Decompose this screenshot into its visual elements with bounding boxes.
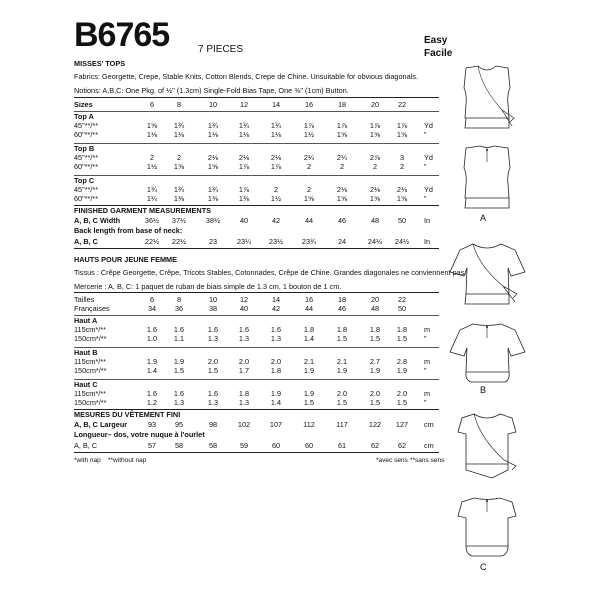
row-label: A, B, C xyxy=(74,237,98,246)
unit: cm xyxy=(424,441,434,450)
cell-value: 2.0 xyxy=(270,357,282,366)
cell-value: 2 xyxy=(149,153,155,162)
cell-value: 50 xyxy=(397,304,407,313)
cell-value: 36 xyxy=(174,304,184,313)
cell-value: 1⅞ xyxy=(238,185,250,194)
cell-value: 1.4 xyxy=(146,366,158,375)
cell-value: 18 xyxy=(337,100,347,109)
footnote-with-nap: *with nap xyxy=(74,457,101,464)
unit: " xyxy=(424,366,427,375)
row-label: 115cm*/** xyxy=(74,357,106,366)
longueur-title xyxy=(74,430,444,439)
cell-value: 93 xyxy=(147,420,157,429)
row-label: A, B, C Width xyxy=(74,216,121,225)
yardage-row xyxy=(74,121,444,130)
back-length-row xyxy=(74,237,444,246)
row-label: 60"**/** xyxy=(74,162,99,171)
unit: " xyxy=(424,398,427,407)
cell-value: 117 xyxy=(336,420,348,429)
cell-value: 59 xyxy=(239,441,249,450)
row-label: 150cm*/** xyxy=(74,366,107,375)
top-b-front-illustration xyxy=(445,238,530,313)
cell-value: 2.8 xyxy=(396,357,408,366)
cell-value: 44 xyxy=(304,216,314,225)
cell-value: 37½ xyxy=(171,216,187,225)
cell-value: 2.0 xyxy=(396,389,408,398)
cell-value: 1.8 xyxy=(270,366,282,375)
cell-value: 1¾ xyxy=(173,185,185,194)
pattern-number: B6765 xyxy=(74,16,170,54)
cell-value: 2 xyxy=(176,153,182,162)
cell-value: 1.5 xyxy=(369,398,381,407)
tailles-row xyxy=(74,295,444,304)
figure-label-a: A xyxy=(480,213,487,223)
cell-value: 1.1 xyxy=(173,334,185,343)
cell-value: 14 xyxy=(271,295,281,304)
cell-value: 2.0 xyxy=(238,357,250,366)
yardage-row xyxy=(74,194,444,203)
yardage-row xyxy=(74,162,444,171)
cell-value: 62 xyxy=(370,441,380,450)
cell-value: 1½ xyxy=(303,130,315,139)
cell-value: 22½ xyxy=(144,237,160,246)
cell-value: 42 xyxy=(271,304,281,313)
cell-value: 1⅜ xyxy=(207,194,219,203)
group-title xyxy=(74,348,444,357)
group-title xyxy=(74,176,444,185)
cell-value: 2.1 xyxy=(303,357,315,366)
unit: Yd xyxy=(424,153,433,162)
yardage-row xyxy=(74,153,444,162)
unit: m xyxy=(424,357,431,366)
cell-value: 1.8 xyxy=(396,325,408,334)
cell-value: 24 xyxy=(337,237,347,246)
cell-value: 1.9 xyxy=(303,366,315,375)
cell-value: 1.5 xyxy=(396,334,408,343)
cell-value: 1¾ xyxy=(207,185,219,194)
group-title xyxy=(74,112,444,121)
cell-value: 1⅝ xyxy=(303,194,315,203)
cell-value: 1.2 xyxy=(146,398,158,407)
cell-value: 22 xyxy=(397,295,407,304)
row-label: Top B xyxy=(74,144,95,153)
row-label: Back length from base of neck: xyxy=(74,226,183,235)
cell-value: 38 xyxy=(208,304,218,313)
cell-value: 8 xyxy=(176,100,182,109)
cell-value: 18 xyxy=(337,295,347,304)
row-label: Tailles xyxy=(74,295,95,304)
cell-value: 38½ xyxy=(205,216,221,225)
yardage-row xyxy=(74,334,444,343)
cell-value: 1⅛ xyxy=(173,130,185,139)
cell-value: 1.6 xyxy=(173,325,185,334)
cell-value: 1.6 xyxy=(146,325,158,334)
cell-value: 2 xyxy=(306,185,312,194)
cell-value: 1.9 xyxy=(270,389,282,398)
cell-value: 1.8 xyxy=(336,325,348,334)
cell-value: 1⅝ xyxy=(396,194,408,203)
cell-value: 2.0 xyxy=(336,389,348,398)
unit: In xyxy=(424,237,431,246)
cell-value: 1.4 xyxy=(270,398,282,407)
cell-value: 22 xyxy=(397,100,407,109)
cell-value: 127 xyxy=(395,420,409,429)
figure-label-b: B xyxy=(480,385,487,395)
fr-title: HAUTS POUR JEUNE FEMME xyxy=(74,255,177,264)
cell-value: 2⅛ xyxy=(238,153,250,162)
cell-value: 46 xyxy=(337,304,347,313)
en-fabrics: Fabrics: Georgette, Crepe, Stable Knits, Cotton Blends, Crepe de Chine. Unsuitable for obvious diagonals. xyxy=(74,72,418,81)
row-label: Haut A xyxy=(74,316,98,325)
cell-value: 95 xyxy=(174,420,184,429)
yardage-row xyxy=(74,357,444,366)
cell-value: 1⅞ xyxy=(369,121,381,130)
fr-tissus: Tissus : Crêpe Georgette, Crêpe, Tricots Stables, Cotonnades, Crêpe de Chine. Grandes diagonales ne conviennent pas. xyxy=(74,268,467,277)
cell-value: 1.6 xyxy=(238,325,250,334)
divider xyxy=(74,248,439,249)
cell-value: 1.9 xyxy=(336,366,348,375)
cell-value: 1½ xyxy=(146,162,158,171)
cell-value: 107 xyxy=(269,420,283,429)
cell-value: 12 xyxy=(239,295,249,304)
fr-mercerie: Mercerie : A, B, C: 1 paquet de ruban de biais simple de 1.3 cm, 1 bouton de 1 cm. xyxy=(74,282,342,291)
cell-value: 1¾ xyxy=(238,121,250,130)
cell-value: 1⅝ xyxy=(173,162,185,171)
figure-label-c: C xyxy=(480,562,487,572)
cell-value: 1.6 xyxy=(207,389,219,398)
cell-value: 1.6 xyxy=(146,389,158,398)
top-a-front-illustration xyxy=(452,60,522,135)
cell-value: 1¾ xyxy=(270,121,282,130)
cell-value: 40 xyxy=(239,304,249,313)
cell-value: 20 xyxy=(370,295,380,304)
cell-value: 16 xyxy=(304,295,314,304)
row-label: 150cm*/** xyxy=(74,398,107,407)
cell-value: 1⅞ xyxy=(396,121,408,130)
cell-value: 1⅝ xyxy=(207,162,219,171)
cell-value: 1¾ xyxy=(207,121,219,130)
cell-value: 14 xyxy=(271,100,281,109)
difficulty-fr: Facile xyxy=(424,48,453,59)
cell-value: 60 xyxy=(271,441,281,450)
cell-value: 23 xyxy=(208,237,218,246)
cell-value: 1⅝ xyxy=(336,130,348,139)
width-row xyxy=(74,216,444,225)
cell-value: 34 xyxy=(147,304,157,313)
cell-value: 1¾ xyxy=(146,185,158,194)
en-notions: Notions: A,B,C: One Pkg. of ½" (1.3cm) Single-Fold Bias Tape, One ⅜" (1cm) Button. xyxy=(74,86,349,95)
cell-value: 1.9 xyxy=(369,366,381,375)
cell-value: 1¼ xyxy=(146,194,158,203)
cell-value: 1.8 xyxy=(303,325,315,334)
cell-value: 1.5 xyxy=(369,334,381,343)
top-c-back-illustration xyxy=(452,492,522,564)
cell-value: 16 xyxy=(304,100,314,109)
top-a-back-illustration xyxy=(452,140,522,215)
cell-value: 8 xyxy=(176,295,182,304)
cell-value: 122 xyxy=(368,420,382,429)
cell-value: 1.5 xyxy=(396,398,408,407)
fgm-title xyxy=(74,206,444,215)
row-label: 45"**/** xyxy=(74,185,99,194)
cell-value: 2⅛ xyxy=(369,185,381,194)
cell-value: 1.6 xyxy=(270,325,282,334)
unit: m xyxy=(424,389,431,398)
cell-value: 1⅝ xyxy=(146,121,158,130)
cell-value: 1.0 xyxy=(146,334,158,343)
cell-value: 1⅞ xyxy=(336,121,348,130)
footnote-avec-sens: *avec sens xyxy=(376,457,408,464)
cell-value: 1.3 xyxy=(238,398,250,407)
cell-value: 2 xyxy=(399,162,405,171)
cell-value: 58 xyxy=(174,441,184,450)
row-label: Haut C xyxy=(74,380,98,389)
cell-value: 50 xyxy=(397,216,407,225)
cell-value: 1.8 xyxy=(369,325,381,334)
cell-value: 2.7 xyxy=(369,357,381,366)
group-title xyxy=(74,144,444,153)
cell-value: 1⅛ xyxy=(146,130,158,139)
row-label: Top C xyxy=(74,176,95,185)
cell-value: 2 xyxy=(339,162,345,171)
unit: Yd xyxy=(424,121,433,130)
cell-value: 24¼ xyxy=(367,237,383,246)
divider xyxy=(74,452,439,453)
unit: " xyxy=(424,130,427,139)
row-label: Françaises xyxy=(74,304,110,313)
cell-value: 6 xyxy=(149,295,155,304)
cell-value: 36½ xyxy=(144,216,160,225)
cell-value: 2.0 xyxy=(369,389,381,398)
difficulty xyxy=(424,34,452,60)
footnote-without-nap: **without nap xyxy=(108,457,147,464)
row-label: FINISHED GARMENT MEASUREMENTS xyxy=(74,206,212,215)
cell-value: 46 xyxy=(337,216,347,225)
cell-value: 1.5 xyxy=(207,366,219,375)
yardage-row xyxy=(74,389,444,398)
cell-value: 102 xyxy=(237,420,251,429)
cell-value: 61 xyxy=(337,441,347,450)
cell-value: 42 xyxy=(271,216,281,225)
cell-value: 57 xyxy=(147,441,157,450)
sizes-row xyxy=(74,100,444,109)
unit: m xyxy=(424,325,431,334)
cell-value: 23½ xyxy=(268,237,284,246)
footnote-sans-sens: **sans sens xyxy=(410,457,445,464)
cell-value: 2⅞ xyxy=(369,153,381,162)
cell-value: 1.8 xyxy=(238,389,250,398)
back-length-title xyxy=(74,226,444,235)
unit: Yd xyxy=(424,185,433,194)
cell-value: 1⅞ xyxy=(303,121,315,130)
mvf-title xyxy=(74,410,444,419)
cell-value: 1¾ xyxy=(173,121,185,130)
group-title xyxy=(74,380,444,389)
cell-value: 1½ xyxy=(270,194,282,203)
cell-value: 23¼ xyxy=(236,237,252,246)
cell-value: 1.5 xyxy=(336,334,348,343)
row-label: A, B, C Largeur xyxy=(74,420,128,429)
yardage-row xyxy=(74,130,444,139)
cell-value: 2⅛ xyxy=(207,153,219,162)
cell-value: 1.9 xyxy=(396,366,408,375)
yardage-row xyxy=(74,398,444,407)
yardage-row xyxy=(74,366,444,375)
cell-value: 2.0 xyxy=(207,357,219,366)
cell-value: 48 xyxy=(370,304,380,313)
cell-value: 1.3 xyxy=(207,334,219,343)
cell-value: 1⅞ xyxy=(238,162,250,171)
cell-value: 1.5 xyxy=(173,366,185,375)
cell-value: 10 xyxy=(208,100,218,109)
top-c-front-illustration xyxy=(452,408,522,483)
cell-value: 1⅝ xyxy=(369,130,381,139)
divider xyxy=(74,292,439,293)
cell-value: 1.4 xyxy=(303,334,315,343)
cell-value: 40 xyxy=(239,216,249,225)
francaises-row xyxy=(74,304,444,313)
largeur-row xyxy=(74,420,444,429)
cell-value: 1.6 xyxy=(173,389,185,398)
row-label: Longueur– dos, votre nuque à l'ourlet xyxy=(74,430,205,439)
difficulty-en: Easy xyxy=(424,35,448,46)
cell-value: 2.1 xyxy=(336,357,348,366)
longueur-row xyxy=(74,441,444,450)
cell-value: 1⅝ xyxy=(336,194,348,203)
row-label: Haut B xyxy=(74,348,98,357)
cell-value: 1.3 xyxy=(207,398,219,407)
row-label: 115cm*/** xyxy=(74,325,106,334)
cell-value: 1.3 xyxy=(270,334,282,343)
cell-value: 1⅛ xyxy=(238,130,250,139)
cell-value: 1⅝ xyxy=(369,194,381,203)
cell-value: 2⅛ xyxy=(336,185,348,194)
row-label: 150cm*/** xyxy=(74,334,107,343)
row-label: Sizes xyxy=(74,100,93,109)
cell-value: 2¼ xyxy=(336,153,348,162)
unit: " xyxy=(424,334,427,343)
cell-value: 1⅛ xyxy=(270,130,282,139)
unit: In xyxy=(424,216,431,225)
unit: " xyxy=(424,194,427,203)
yardage-row xyxy=(74,325,444,334)
cell-value: 20 xyxy=(370,100,380,109)
cell-value: 22½ xyxy=(171,237,187,246)
cell-value: 1.5 xyxy=(336,398,348,407)
cell-value: 3 xyxy=(399,153,405,162)
cell-value: 2⅛ xyxy=(396,185,408,194)
cell-value: 1⅜ xyxy=(238,194,250,203)
row-label: 115cm*/** xyxy=(74,389,106,398)
cell-value: 6 xyxy=(149,100,155,109)
cell-value: 1.3 xyxy=(173,398,185,407)
cell-value: 1⅝ xyxy=(396,130,408,139)
pieces-count: 7 PIECES xyxy=(198,44,244,55)
cell-value: 1.9 xyxy=(146,357,158,366)
cell-value: 2¼ xyxy=(303,153,315,162)
row-label: 45"**/** xyxy=(74,121,99,130)
cell-value: 2⅛ xyxy=(270,153,282,162)
cell-value: 1.6 xyxy=(207,325,219,334)
cell-value: 62 xyxy=(397,441,407,450)
row-label: 45"**/** xyxy=(74,153,99,162)
cell-value: 2 xyxy=(372,162,378,171)
unit: " xyxy=(424,162,427,171)
cell-value: 24½ xyxy=(394,237,410,246)
divider xyxy=(74,97,439,98)
row-label: 60"**/** xyxy=(74,130,99,139)
cell-value: 112 xyxy=(303,420,315,429)
group-title xyxy=(74,316,444,325)
cell-value: 60 xyxy=(304,441,314,450)
cell-value: 2 xyxy=(306,162,312,171)
cell-value: 58 xyxy=(208,441,218,450)
cell-value: 1.7 xyxy=(238,366,250,375)
cell-value: 1.5 xyxy=(303,398,315,407)
cell-value: 1.3 xyxy=(238,334,250,343)
cell-value: 10 xyxy=(208,295,218,304)
row-label: MESURES DU VÊTEMENT FINI xyxy=(74,410,181,419)
unit: cm xyxy=(424,420,434,429)
top-b-back-illustration xyxy=(445,318,530,390)
cell-value: 1.9 xyxy=(303,389,315,398)
row-label: 60"**/** xyxy=(74,194,99,203)
row-label: Top A xyxy=(74,112,94,121)
cell-value: 1⅜ xyxy=(173,194,185,203)
cell-value: 2 xyxy=(273,185,279,194)
cell-value: 48 xyxy=(370,216,380,225)
cell-value: 23¾ xyxy=(301,237,317,246)
row-label: A, B, C xyxy=(74,441,98,450)
cell-value: 1⅛ xyxy=(207,130,219,139)
yardage-row xyxy=(74,185,444,194)
cell-value: 1⅞ xyxy=(270,162,282,171)
cell-value: 98 xyxy=(208,420,218,429)
cell-value: 44 xyxy=(304,304,314,313)
en-title: MISSES' TOPS xyxy=(74,59,126,68)
cell-value: 12 xyxy=(239,100,249,109)
cell-value: 1.9 xyxy=(173,357,185,366)
